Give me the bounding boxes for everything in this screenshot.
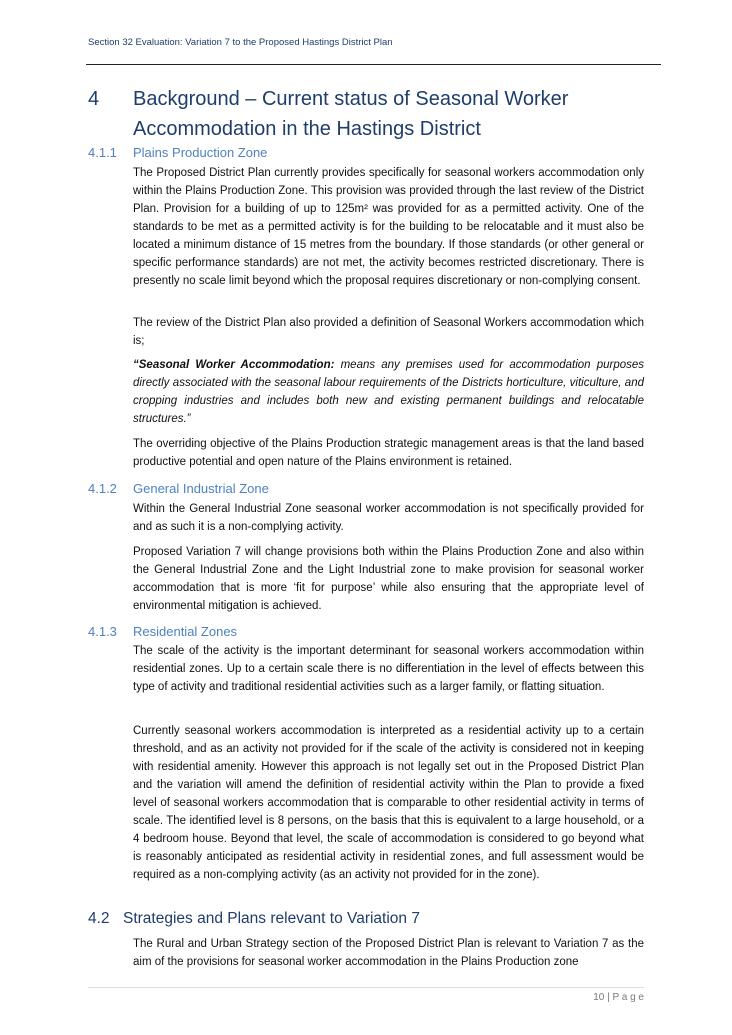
- header-rule: [86, 64, 661, 65]
- subsection-title: Plains Production Zone: [133, 145, 268, 160]
- subsection-number: 4.1.3: [88, 624, 117, 639]
- paragraph: The scale of the activity is the important determinant for seasonal workers accommodation within residential zones. Up to a certain scale there is no differentiation in the level of effects between this type of activity and traditional residential activities such as a larger family, or flatting situation.: [133, 645, 644, 693]
- paragraph: Within the General Industrial Zone seasonal worker accommodation is not specifically provided for and as such it is a non-complying activity.: [133, 503, 644, 533]
- paragraph: Currently seasonal workers accommodation is interpreted as a residential activity up to a certain threshold, and as an activity not provided for if the scale of the activity is considered not in keeping with residential amenity. However this approach is not legally set out in the Proposed District Plan and the variation will amend the definition of residential activity within the Plan to provide a fixed level of seasonal workers accommodation that is comparable to other residential activity in terms of scale. The identified level is 8 persons, on the basis that this is equivalent to a large household, or a 4 bedroom house. Beyond that level, the scale of accommodation is considered to go beyond what is reasonably anticipated as residential activity in residential zones, and full assessment would be required as a non-complying activity (as an activity not provided for in the zone).: [133, 725, 644, 881]
- definition-term: “Seasonal Worker Accommodation:: [133, 359, 335, 371]
- section-title: Strategies and Plans relevant to Variation 7: [123, 910, 420, 927]
- footer-rule: [88, 987, 644, 988]
- running-header: Section 32 Evaluation: Variation 7 to the Proposed Hastings District Plan: [88, 37, 393, 48]
- paragraph: The Proposed District Plan currently provides specifically for seasonal workers accommodation only within the Plains Production Zone. This provision was provided through the last review of the District Plan. Provision for a building of up to 125m² was provided for as a permitted activity. One of the standards to be met as a permitted activity is for the building to be relocatable and it must also be located a minimum distance of 15 metres from the boundary. If those standards (or other general or specific performance standards) are not met, the activity becomes restricted discretionary. There is presently no scale limit beyond which the proposal requires discretionary or non-complying consent.: [133, 167, 644, 287]
- subsection-title: General Industrial Zone: [133, 481, 269, 496]
- subsection-title: Residential Zones: [133, 624, 238, 639]
- subsection-number: 4.1.1: [88, 145, 117, 160]
- paragraph: The Rural and Urban Strategy section of the Proposed District Plan is relevant to Variation 7 as the aim of the provisions for seasonal worker accommodation in the Plains Production zone: [133, 938, 644, 968]
- paragraph: Proposed Variation 7 will change provisions both within the Plains Production Zone and also within the General Industrial Zone and the Light Industrial zone to make provision for seasonal worker accommodation that is more ‘fit for purpose’ while also ensuring that the appropriate level of environmental mitigation is achieved.: [133, 546, 644, 612]
- paragraph: The overriding objective of the Plains Production strategic management areas is that the land based productive potential and open nature of the Plains environment is retained.: [133, 438, 644, 468]
- section-number: 4.2: [88, 910, 110, 927]
- page-number: 10 | P a g e: [593, 992, 644, 1003]
- section-title: Background – Current status of Seasonal Worker Accommodation in the Hastings District: [133, 88, 569, 140]
- definition-text: means any premises used for accommodation purposes directly associated with the seasonal labour requirements of the Districts horticulture, viticulture, and cropping industries and includes both new and existing permanent buildings and relocatable structures.”: [133, 359, 645, 425]
- definition-quote: [133, 356, 644, 428]
- section-number: 4: [88, 88, 100, 110]
- subsection-number: 4.1.2: [88, 481, 117, 496]
- paragraph: The review of the District Plan also provided a definition of Seasonal Workers accommodation which is;: [133, 317, 644, 347]
